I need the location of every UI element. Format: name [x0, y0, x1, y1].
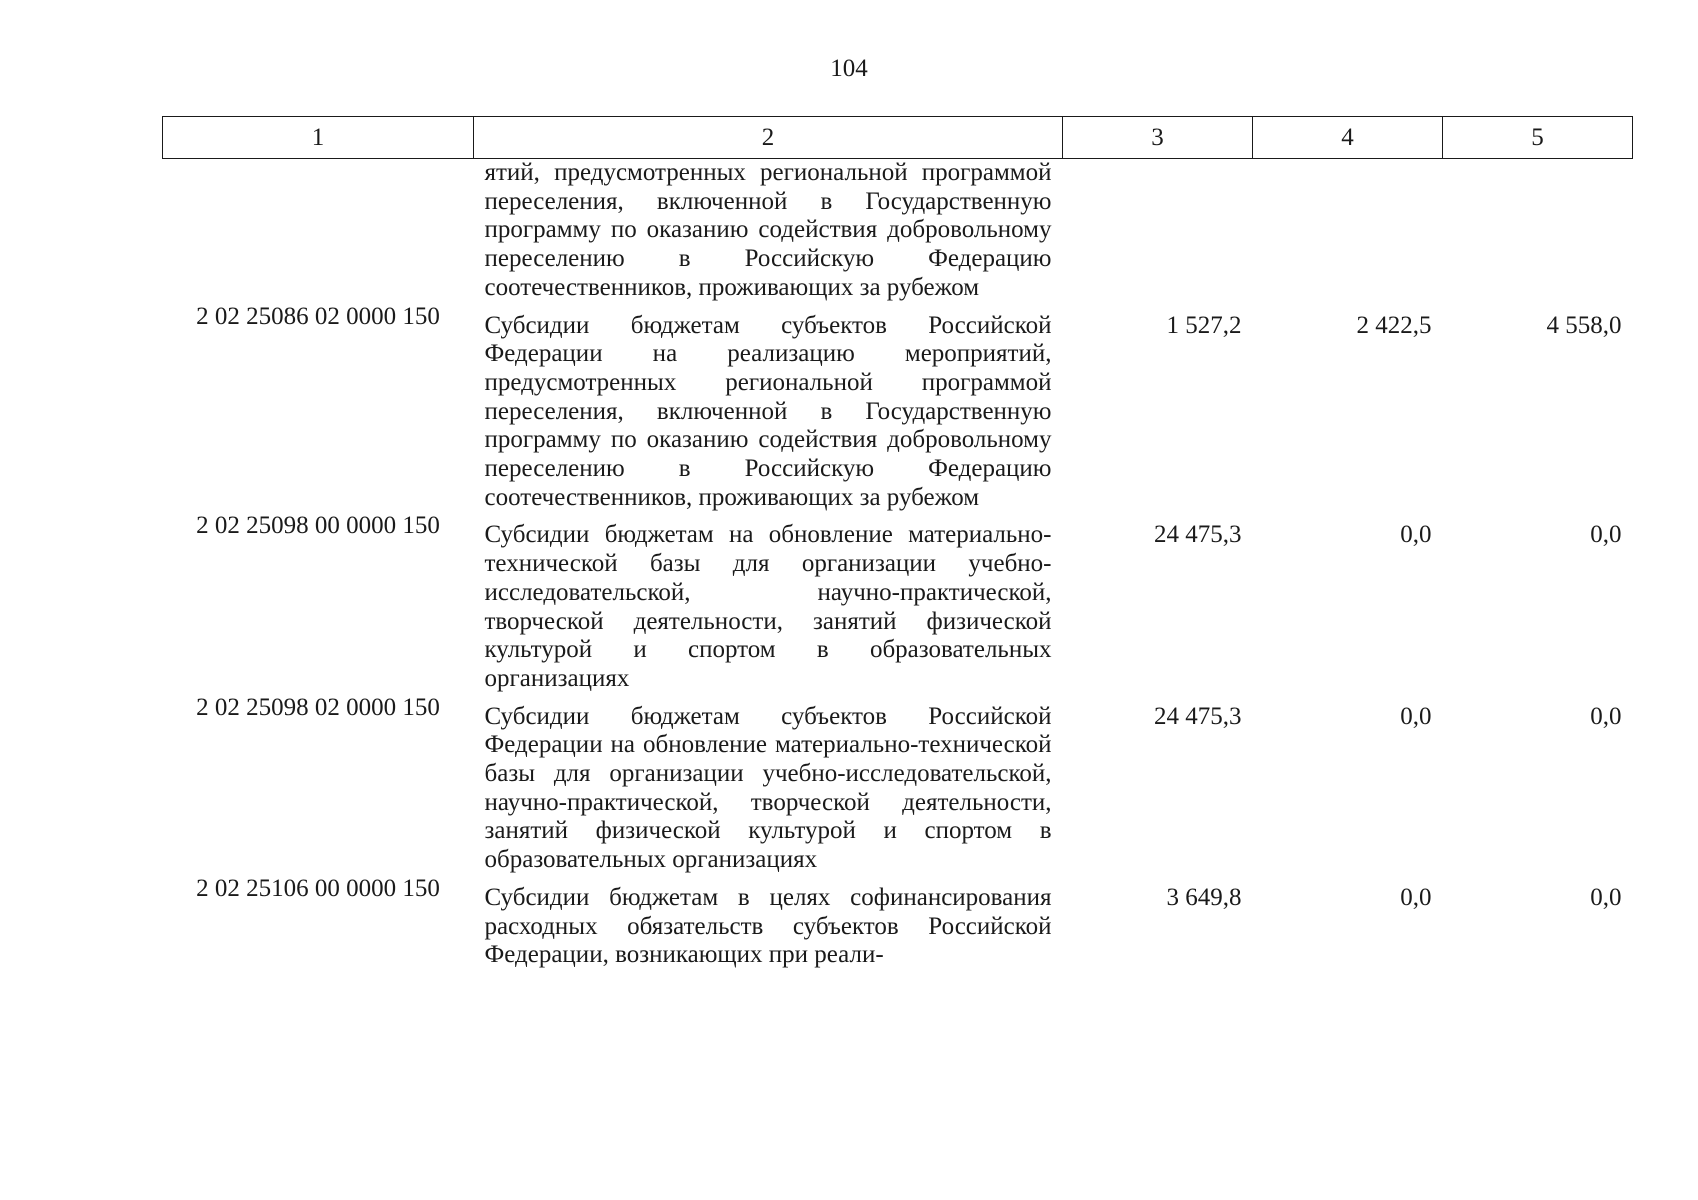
description-cell: ятий, предусмотренных региональной программой переселения, включенной в Государственную программу по оказанию содействия добровольному переселению в Российскую Федерацию соотечественников, проживающих за рубежом — [484, 159, 1052, 301]
code-cell — [163, 159, 474, 303]
amount-col4-cell: 0,0 — [1400, 702, 1432, 730]
amount-col3-cell: 3 649,8 — [1166, 883, 1242, 911]
code-cell: 2 02 25086 02 0000 150 — [196, 302, 440, 330]
amount-col4-cell: 0,0 — [1400, 521, 1432, 549]
column-header-5: 5 — [1443, 117, 1633, 159]
amount-col3-cell: 24 475,3 — [1154, 521, 1242, 549]
table-row — [163, 694, 1633, 875]
description-cell: Субсидии бюджетам в целях софинансирования расходных обязательств субъектов Российской Федерации, возникающих при реали- — [484, 883, 1052, 969]
description-cell: Субсидии бюджетам субъектов Российской Федерации на реализацию мероприятий, предусмотренных региональной программой переселения, включенной в Государственную программу по оказанию содействия добровольному переселению в Российскую Федерацию соотечественников, проживающих за рубежом — [484, 311, 1052, 511]
amount-col3-cell: 24 475,3 — [1154, 702, 1242, 730]
column-header-3: 3 — [1063, 117, 1253, 159]
amount-cell — [1063, 159, 1253, 303]
amount-col4-cell: 2 422,5 — [1356, 311, 1432, 339]
table-row — [163, 512, 1633, 693]
amount-col5-cell: 0,0 — [1590, 521, 1622, 549]
amount-col5-cell: 0,0 — [1590, 702, 1622, 730]
column-header-1: 1 — [163, 117, 474, 159]
column-header-4: 4 — [1253, 117, 1443, 159]
page-number: 104 — [830, 55, 868, 82]
amount-col5-cell: 0,0 — [1590, 883, 1622, 911]
table-row-continuation — [163, 159, 1633, 303]
code-cell: 2 02 25098 02 0000 150 — [196, 693, 440, 721]
code-cell: 2 02 25098 00 0000 150 — [196, 512, 440, 540]
table-header — [163, 117, 1633, 159]
amount-cell — [1253, 159, 1443, 303]
budget-table — [162, 116, 1633, 970]
code-cell: 2 02 25106 00 0000 150 — [196, 874, 440, 902]
amount-col3-cell: 1 527,2 — [1166, 311, 1242, 339]
table-row — [163, 875, 1633, 970]
amount-col4-cell: 0,0 — [1400, 883, 1432, 911]
amount-col5-cell: 4 558,0 — [1546, 311, 1622, 339]
description-cell: Субсидии бюджетам субъектов Российской Федерации на обновление материально-технической базы для организации учебно-исследовательской, научно-практической, творческой деятельности, занятий физической культурой и спортом в образовательных организациях — [484, 702, 1052, 874]
table-row — [163, 303, 1633, 513]
description-cell: Субсидии бюджетам на обновление материально-технической базы для организации учебно-исследовательской, научно-практической, творческой деятельности, занятий физической культурой и спортом в образовательных организациях — [484, 521, 1052, 692]
amount-cell — [1443, 159, 1633, 303]
column-header-2: 2 — [474, 117, 1063, 159]
